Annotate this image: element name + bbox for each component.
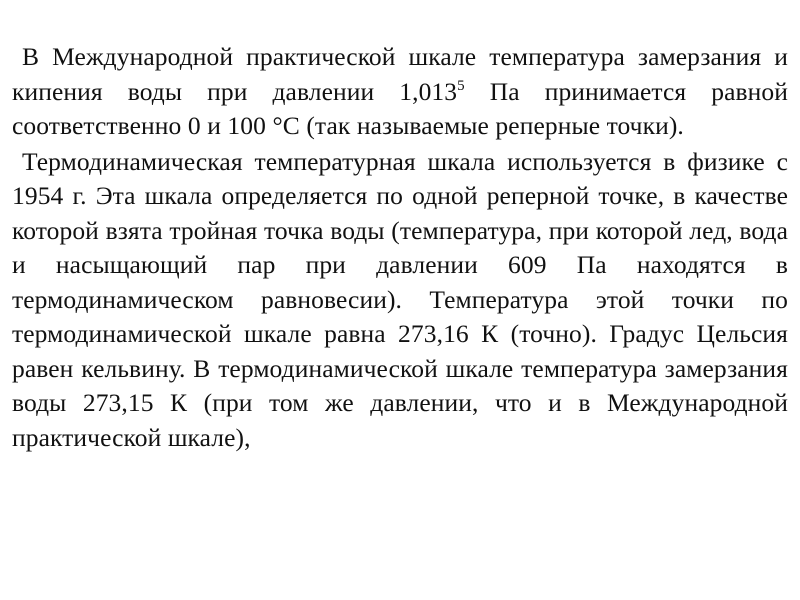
paragraph-1-text: В Международной практической шкале температура замерзания и кипения воды при давлении 1,013 <box>12 42 788 106</box>
paragraph-thermodynamic-scale: Термодинамическая температурная шкала используется в физике с 1954 г. Эта шкала определяется по одной реперной точке, в качестве которой взята тройная точка воды (температура, при которой лед, вода и насыщающий пар при давлении 609 Па находятся в термодинамическом равновесии). Температура этой точки по термодинамической шкале равна 273,16 К (точно). Градус Цельсия равен кельвину. В термодинамической шкале температура замерзания воды 273,15 К (при том же давлении, что и в Международной практической шкале), <box>12 146 788 452</box>
exponent-superscript: 5 <box>457 77 465 94</box>
paragraph-international-scale <box>12 40 788 144</box>
paragraph-1-text-continued: Па принимается равной соответственно 0 и 100 °С (так называемые реперные точки). <box>12 76 788 140</box>
